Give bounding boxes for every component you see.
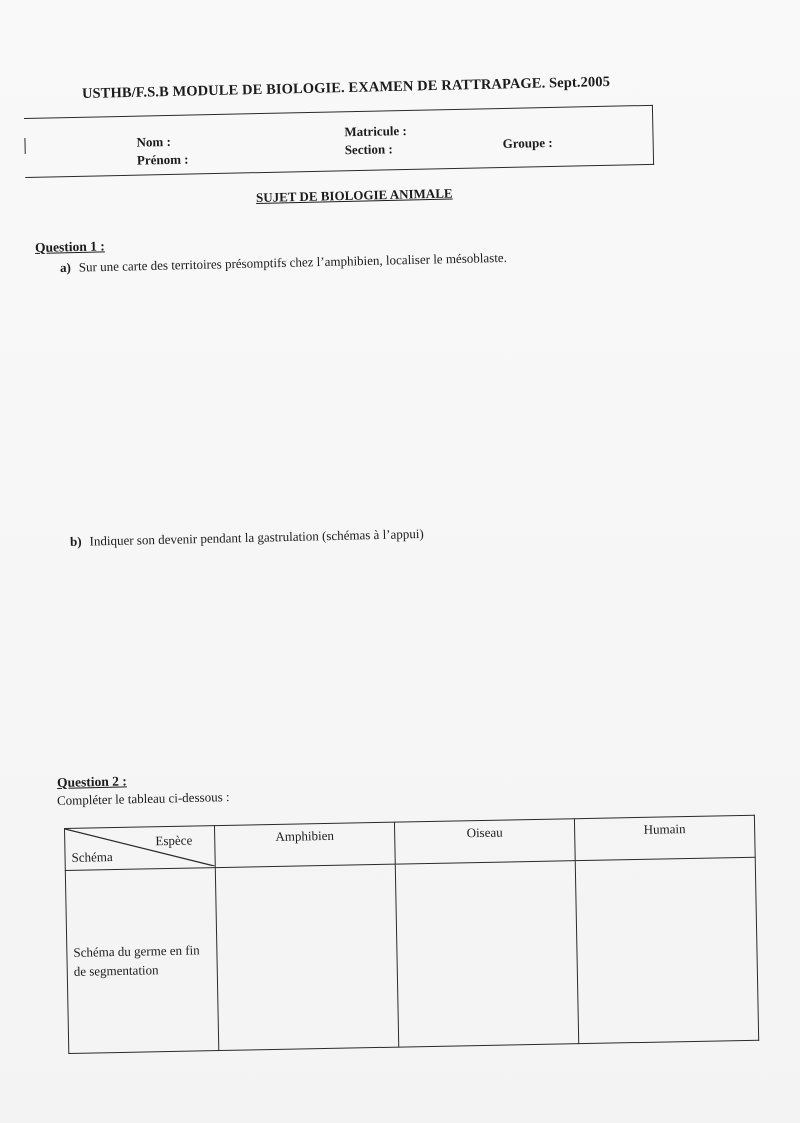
matricule-field-label: Matricule : xyxy=(344,122,407,140)
section-field-label: Section : xyxy=(344,141,393,158)
question-1-title: Question 1 : xyxy=(34,238,105,255)
question-1b xyxy=(70,526,424,550)
answer-cell-oiseau[interactable] xyxy=(395,861,578,1047)
answer-cell-amphibien[interactable] xyxy=(215,864,398,1050)
table-corner-cell xyxy=(65,826,216,871)
answer-table xyxy=(64,815,758,1054)
box-left-edge xyxy=(24,138,25,154)
groupe-field-label: Groupe : xyxy=(502,134,553,151)
question-2-title: Question 2 : xyxy=(56,773,127,790)
subject-title: SUJET DE BIOLOGIE ANIMALE xyxy=(255,185,453,205)
nom-field-label: Nom : xyxy=(136,133,171,150)
exam-header-title: USTHB/F.S.B MODULE DE BIOLOGIE. EXAMEN DE RATTRAPAGE. Sept.2005 xyxy=(81,74,611,102)
question-1b-text: Indiquer son devenir pendant la gastrulation (schémas à l’appui) xyxy=(89,525,424,549)
column-header-amphibien: Amphibien xyxy=(214,822,395,867)
answer-cell-humain[interactable] xyxy=(575,857,758,1043)
question-1a xyxy=(60,250,507,276)
row-label-germe-fin-segmentation: Schéma du germe en fin de segmentation xyxy=(65,868,218,1054)
question-1a-text: Sur une carte des territoires présomptifs chez l’amphibien, localiser le mésoblaste. xyxy=(78,249,508,275)
prenom-field-label: Prénom : xyxy=(136,151,189,168)
question-1b-label: b) xyxy=(69,533,82,549)
column-header-oiseau: Oiseau xyxy=(394,819,575,864)
question-2-instruction: Compléter le tableau ci-dessous : xyxy=(56,789,230,808)
corner-schema-label: Schéma xyxy=(71,849,113,865)
question-1a-label: a) xyxy=(59,259,71,275)
student-identity-box xyxy=(24,105,654,178)
corner-species-label: Espèce xyxy=(155,832,193,849)
column-header-humain: Humain xyxy=(574,815,755,860)
